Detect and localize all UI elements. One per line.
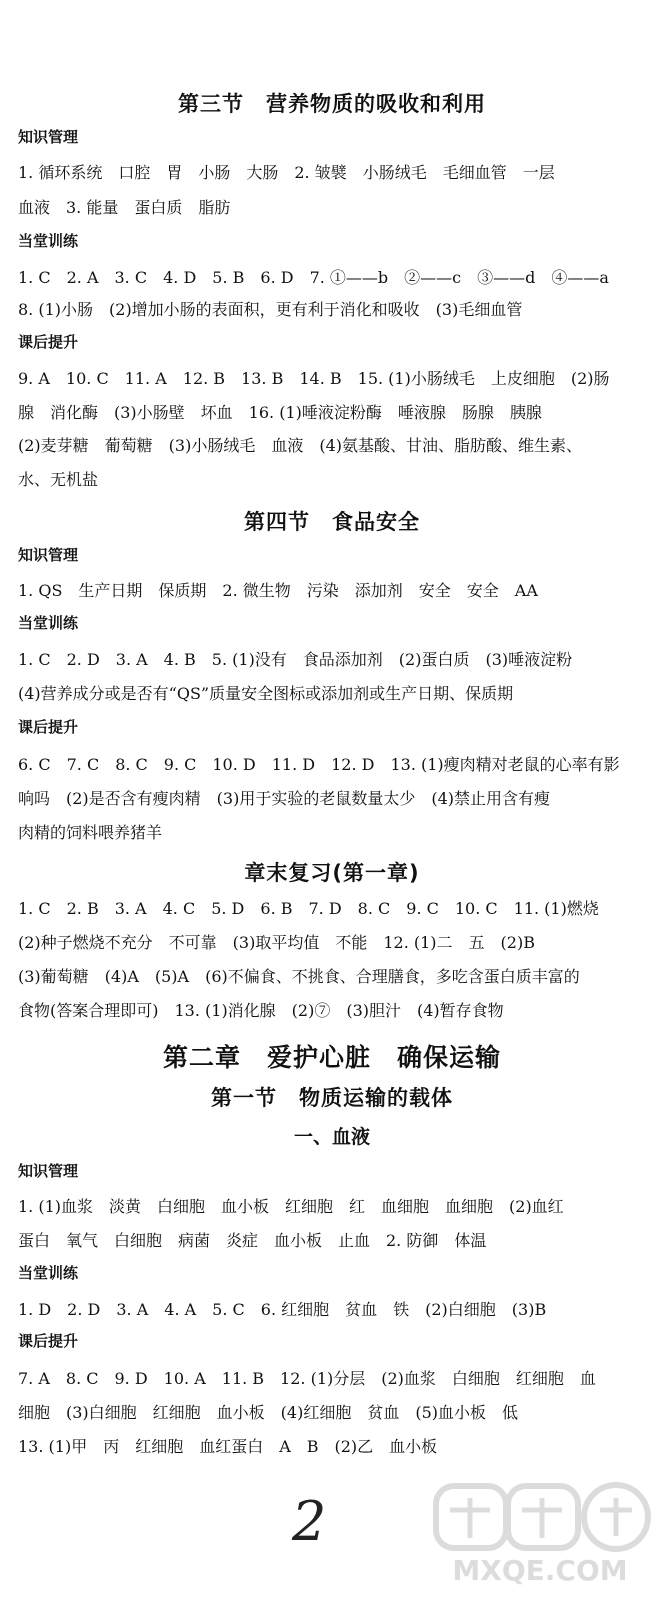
answer-line: (3)葡萄糖 (4)A (5)A (6)不偏食、不挑食、合理膳食，多吃含蛋白质丰富的 — [18, 967, 580, 986]
after-class-label: 课后提升 — [18, 333, 79, 351]
page-number: 2 — [292, 1490, 327, 1553]
section-title-2-1: 第一节 物质运输的载体 — [211, 1086, 453, 1110]
section-title-3: 第三节 营养物质的吸收和利用 — [178, 92, 486, 116]
class-practice-label: 当堂训练 — [18, 232, 79, 250]
answer-line: 1. C 2. A 3. C 4. D 5. B 6. D 7. ①——b ②——c ③——d ④——a — [18, 268, 609, 287]
answer-line: 水、无机盐 — [18, 470, 99, 489]
answer-line: (2)麦芽糖 葡萄糖 (3)小肠绒毛 血液 (4)氨基酸、甘油、脂肪酸、维生素、 — [18, 436, 582, 455]
answer-line: 1. D 2. D 3. A 4. A 5. C 6. 红细胞 贫血 铁 (2)白细胞 (3)B — [18, 1300, 547, 1319]
knowledge-label: 知识管理 — [18, 1162, 79, 1180]
watermark-site-text: MXQE.COM — [452, 1554, 628, 1587]
answer-line: (4)营养成分或是否有“QS”质量安全图标或添加剂或生产日期、保质期 — [18, 684, 514, 703]
answer-line: 肉精的饲料喂养猪羊 — [18, 823, 163, 842]
answer-line: 13. (1)甲 丙 红细胞 血红蛋白 A B (2)乙 血小板 — [18, 1437, 438, 1456]
class-practice-label: 当堂训练 — [18, 614, 79, 632]
review-title: 章末复习(第一章) — [244, 861, 420, 885]
answer-line: 1. C 2. B 3. A 4. C 5. D 6. B 7. D 8. C 9. C 10. C 11. (1)燃烧 — [18, 899, 599, 918]
answer-line: 9. A 10. C 11. A 12. B 13. B 14. B 15. (1)小肠绒毛 上皮细胞 (2)肠 — [18, 369, 610, 388]
answer-line: 1. QS 生产日期 保质期 2. 微生物 污染 添加剂 安全 安全 AA — [18, 581, 538, 600]
answer-line: 1. (1)血浆 淡黄 白细胞 血小板 红细胞 红 血细胞 血细胞 (2)血红 — [18, 1197, 564, 1216]
subsection-title: 一、血液 — [293, 1126, 370, 1148]
section-title-4: 第四节 食品安全 — [244, 510, 420, 534]
knowledge-label: 知识管理 — [18, 128, 79, 146]
answer-line: (2)种子燃烧不充分 不可靠 (3)取平均值 不能 12. (1)二 五 (2)B — [18, 933, 535, 952]
after-class-label: 课后提升 — [18, 1332, 79, 1350]
answer-line: 腺 消化酶 (3)小肠壁 坏血 16. (1)唾液淀粉酶 唾液腺 肠腺 胰腺 — [18, 403, 542, 422]
answer-line: 8. (1)小肠 (2)增加小肠的表面积，更有利于消化和吸收 (3)毛细血管 — [18, 300, 523, 319]
answer-line: 1. C 2. D 3. A 4. B 5. (1)没有 食品添加剂 (2)蛋白质 (3)唾液淀粉 — [18, 650, 573, 669]
after-class-label: 课后提升 — [18, 718, 79, 736]
watermark-logo — [430, 1480, 655, 1590]
answer-line: 食物(答案合理即可) 13. (1)消化腺 (2)⑦ (3)胆汁 (4)暂存食物 — [18, 1001, 504, 1020]
answer-line: 响吗 (2)是否含有瘦肉精 (3)用于实验的老鼠数量太少 (4)禁止用含有瘦 — [18, 789, 550, 808]
chapter-title: 第二章 爱护心脏 确保运输 — [162, 1043, 501, 1072]
knowledge-label: 知识管理 — [18, 546, 79, 564]
answer-line: 血液 3. 能量 蛋白质 脂肪 — [18, 198, 231, 217]
answer-line: 6. C 7. C 8. C 9. C 10. D 11. D 12. D 13. (1)瘦肉精对老鼠的心率有影 — [18, 755, 620, 774]
answer-line: 细胞 (3)白细胞 红细胞 血小板 (4)红细胞 贫血 (5)血小板 低 — [18, 1403, 518, 1422]
answer-line: 7. A 8. C 9. D 10. A 11. B 12. (1)分层 (2)血浆 白细胞 红细胞 血 — [18, 1369, 596, 1388]
answer-line: 蛋白 氧气 白细胞 病菌 炎症 血小板 止血 2. 防御 体温 — [18, 1231, 487, 1250]
class-practice-label: 当堂训练 — [18, 1264, 79, 1282]
answer-line: 1. 循环系统 口腔 胃 小肠 大肠 2. 皱襞 小肠绒毛 毛细血管 一层 — [18, 163, 555, 182]
